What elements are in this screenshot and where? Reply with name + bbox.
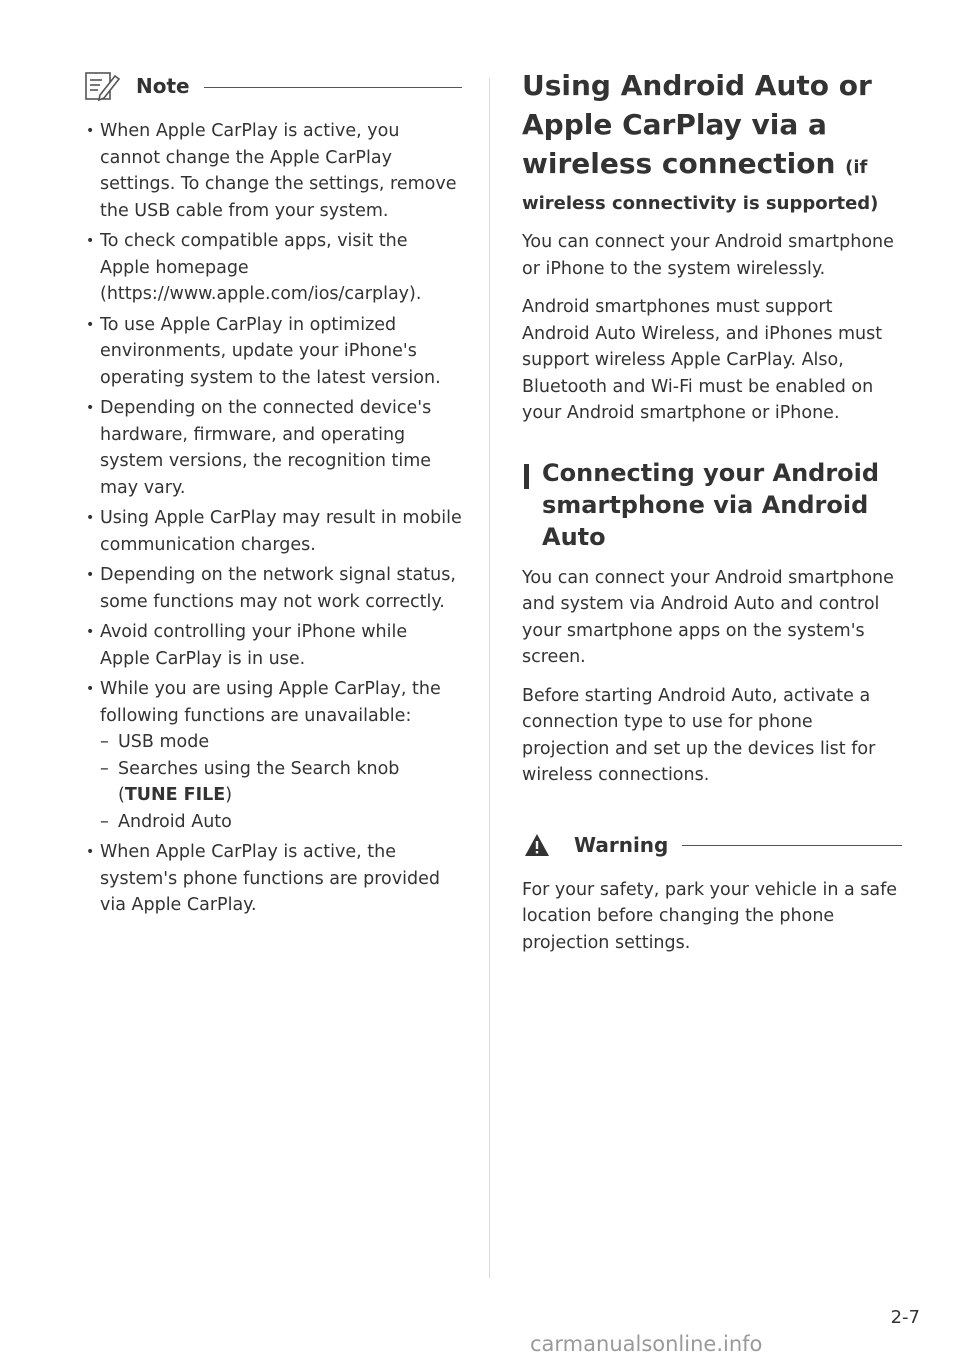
- warning-text: For your safety, park your vehicle in a safe location before changing the phone projection settings.: [522, 879, 898, 953]
- unavailable-functions-list: [100, 729, 462, 835]
- subsection-title: Connecting your Android smartphone via Android Auto: [522, 457, 902, 553]
- section-paragraph: Android smartphones must support Android Auto Wireless, and iPhones must support wireless Apple CarPlay. Also, Bluetooth and Wi-Fi must be enabled on your Android smartphone or iPhone.: [522, 297, 883, 423]
- warning-rule: [682, 845, 902, 846]
- list-item: – Android Auto: [100, 809, 462, 836]
- section-paragraph: You can connect your Android smartphone or iPhone to the system wirelessly.: [522, 232, 894, 279]
- section-title-tail: wireless connectivity is supported): [522, 193, 879, 214]
- list-item: – Searches using the Search knob (TUNE FILE): [100, 756, 462, 809]
- note-rule: [204, 87, 462, 88]
- list-item: • Avoid controlling your iPhone while Apple CarPlay is in use.: [82, 619, 462, 672]
- list-item: • To check compatible apps, visit the Apple homepage (https://www.apple.com/ios/carplay).: [82, 228, 462, 308]
- content-column: [522, 66, 902, 956]
- list-item: • To use Apple CarPlay in optimized environments, update your iPhone's operating system to the latest version.: [82, 312, 462, 392]
- subsection-paragraph: Before starting Android Auto, activate a connection type to use for phone projection and set up the devices list for wireless connections.: [522, 685, 876, 785]
- list-item: • When Apple CarPlay is active, you cannot change the Apple CarPlay settings. To change the settings, remove the USB cable from your system.: [82, 118, 462, 224]
- warning-label: Warning: [574, 832, 669, 857]
- note-header: [82, 66, 462, 106]
- list-item: • While you are using Apple CarPlay, the following functions are unavailable: – USB mode – Searches using the Search knob (TUNE FILE) – Android Auto: [82, 676, 462, 835]
- page-number: 2-7: [890, 1307, 920, 1328]
- note-column: [82, 66, 462, 923]
- list-item: • Depending on the network signal status, some functions may not work correctly.: [82, 562, 462, 615]
- note-list: [82, 118, 462, 919]
- list-item: • Depending on the connected device's hardware, firmware, and operating system versions, the recognition time may vary.: [82, 395, 462, 501]
- column-divider: [489, 78, 490, 1278]
- note-pencil-icon: [82, 68, 122, 104]
- watermark: carmanualsonline.info: [530, 1332, 763, 1356]
- note-label: Note: [136, 74, 190, 98]
- list-item: • When Apple CarPlay is active, the system's phone functions are provided via Apple CarPlay.: [82, 839, 462, 919]
- subsection-paragraph: You can connect your Android smartphone and system via Android Auto and control your smartphone apps on the system's screen.: [522, 567, 894, 667]
- warning-triangle-icon: [524, 833, 550, 857]
- list-item: • Using Apple CarPlay may result in mobile communication charges.: [82, 505, 462, 558]
- heading-bar: [524, 464, 529, 489]
- warning-header: [522, 825, 902, 865]
- section-title: Using Android Auto or Apple CarPlay via a wireless connection (if: [522, 69, 872, 180]
- list-item: – USB mode: [100, 729, 462, 756]
